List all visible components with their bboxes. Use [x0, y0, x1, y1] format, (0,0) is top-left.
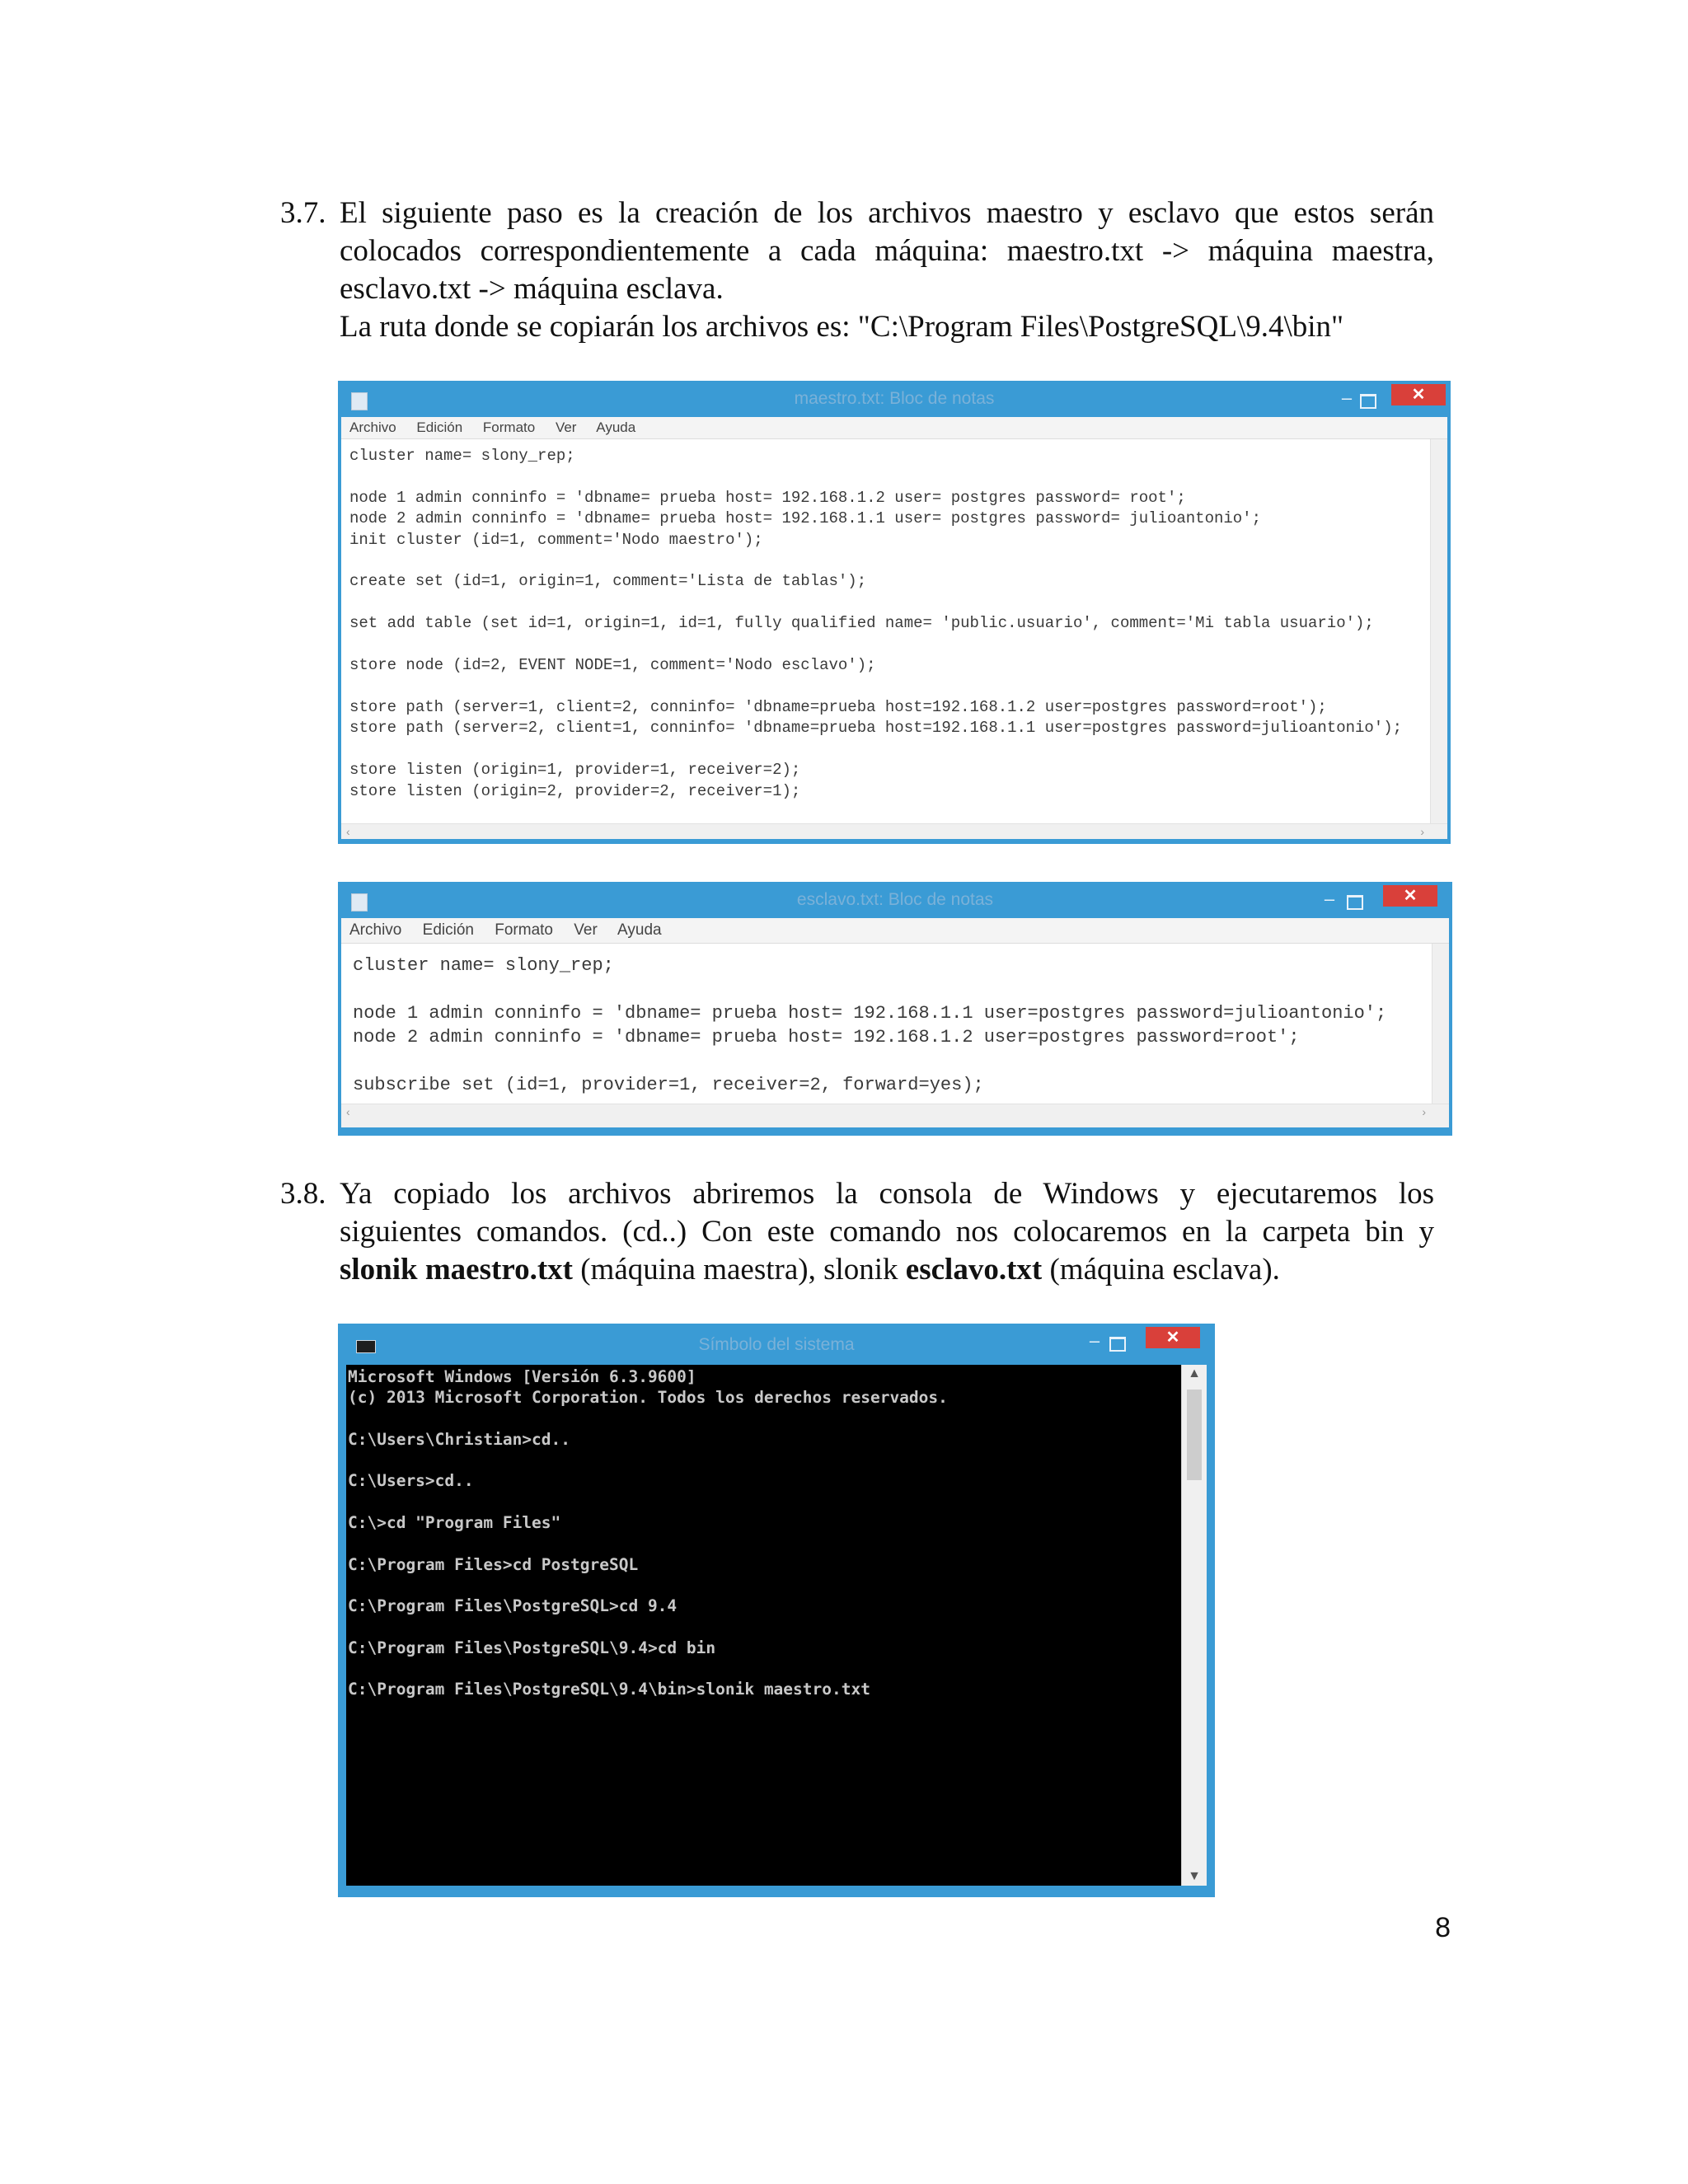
window-titlebar[interactable] — [346, 1327, 1207, 1365]
scroll-left-icon[interactable]: ‹ — [346, 825, 350, 838]
menu-ver[interactable]: Ver — [555, 419, 577, 435]
file-content: cluster name= slony_rep; node 1 admin conninfo = 'dbname= prueba host= 192.168.1.1 user=postgres password=julioantonio'; node 2 admin conninfo = 'dbname= prueba host= 192.168.1.2 user=postgres password=root'; subscribe set (id=1, provider=1, receiver=2, forward=yes); — [353, 955, 1387, 1095]
menu-ver[interactable]: Ver — [574, 921, 598, 939]
scroll-right-icon[interactable]: › — [1422, 1105, 1426, 1118]
paragraph-line: colocados correspondientemente a cada máquina: maestro.txt -> máquina maestra, — [340, 234, 1434, 268]
maximize-icon[interactable] — [1360, 394, 1376, 409]
section-number: 3.7. — [280, 196, 326, 230]
minimize-icon[interactable]: – — [1324, 888, 1335, 909]
maximize-icon[interactable] — [1347, 895, 1363, 910]
close-icon[interactable]: ✕ — [1391, 384, 1446, 405]
paragraph-line — [340, 1251, 1434, 1289]
scroll-down-icon[interactable]: ▼ — [1188, 1869, 1201, 1883]
paragraph-text: (máquina maestra), slonik — [572, 1253, 906, 1286]
paragraph-line: esclavo.txt -> máquina esclava. — [340, 272, 724, 306]
scroll-left-icon[interactable]: ‹ — [346, 1105, 350, 1118]
maximize-icon[interactable] — [1109, 1337, 1126, 1352]
vertical-scrollbar[interactable] — [1181, 1365, 1207, 1886]
menu-edicion[interactable]: Edición — [416, 419, 463, 435]
paragraph-line: El siguiente paso es la creación de los archivos maestro y esclavo que estos serán — [340, 196, 1434, 230]
bold-command: slonik maestro.txt — [340, 1253, 573, 1286]
paragraph-text: (máquina esclava). — [1042, 1253, 1280, 1286]
paragraph-line: La ruta donde se copiarán los archivos es: "C:\Program Files\PostgreSQL\9.4\bin" — [340, 310, 1344, 344]
file-content: cluster name= slony_rep; node 1 admin conninfo = 'dbname= prueba host= 192.168.1.2 user= postgres password= root'; node 2 admin conninfo = 'dbname= prueba host= 192.168.1.1 user= postgres password= julioantonio'; init cluster (id=1, comment='Nodo maestro'); create set (id=1, origin=1, comment='Lista de tablas'); set add table (set id=1, origin=1, id=1, fully qualified name= 'public.usuario', comment='Mi tabla usuario'); store node (id=2, EVENT NODE=1, comment='Nodo esclavo'); store path (server=1, client=2, conninfo= 'dbname=prueba host=192.168.1.2 user=postgres password=root'); store path (server=2, client=1, conninfo= 'dbname=prueba host=192.168.1.1 user=postgres password=julioantonio'); store listen (origin=1, provider=1, receiver=2); store listen (origin=2, provider=2, receiver=1); — [349, 447, 1403, 800]
console-output-area[interactable] — [346, 1365, 1207, 1886]
notepad-window-maestro — [338, 381, 1451, 844]
minimize-icon[interactable]: – — [1341, 387, 1353, 408]
console-text: Microsoft Windows [Versión 6.3.9600] (c) 2013 Microsoft Corporation. Todos los derechos reservados. C:\Users\Christian>cd.. C:\Users>cd.. C:\>cd "Program Files" C:\Program Files>cd PostgreSQL C:\Program Files\PostgreSQL>cd 9.4 C:\Program Files\PostgreSQL\9.4>cd bin C:\Program Files\PostgreSQL\9.4\bin>slonik maestro.txt — [348, 1367, 948, 1699]
page-number: 8 — [1435, 1912, 1451, 1943]
notepad-window-esclavo — [338, 882, 1452, 1136]
menu-archivo[interactable]: Archivo — [349, 921, 402, 939]
paragraph-line: siguientes comandos. (cd..) Con este comando nos colocaremos en la carpeta bin y — [340, 1215, 1434, 1249]
vertical-scrollbar[interactable] — [1430, 439, 1447, 823]
menu-formato[interactable]: Formato — [482, 419, 536, 435]
section-3-7 — [280, 194, 1434, 346]
menu-edicion[interactable]: Edición — [422, 921, 474, 939]
menu-bar — [341, 918, 1449, 944]
menu-bar — [341, 417, 1447, 439]
window-title: Símbolo del sistema — [698, 1335, 855, 1354]
window-title: maestro.txt: Bloc de notas — [794, 389, 995, 408]
bold-command: esclavo.txt — [905, 1253, 1043, 1286]
minimize-icon[interactable]: – — [1089, 1330, 1100, 1351]
horizontal-scrollbar[interactable] — [341, 1104, 1449, 1127]
window-titlebar[interactable] — [341, 885, 1449, 918]
scroll-up-icon[interactable]: ▲ — [1188, 1366, 1201, 1380]
section-3-8 — [280, 1175, 1434, 1289]
scroll-right-icon[interactable]: › — [1420, 825, 1424, 838]
menu-ayuda[interactable]: Ayuda — [596, 419, 636, 435]
text-editor-area[interactable] — [341, 944, 1449, 1104]
horizontal-scrollbar[interactable] — [341, 823, 1447, 839]
menu-archivo[interactable]: Archivo — [349, 419, 396, 435]
window-titlebar[interactable] — [341, 384, 1447, 417]
window-title: esclavo.txt: Bloc de notas — [796, 890, 994, 909]
console-window — [338, 1324, 1215, 1897]
vertical-scrollbar[interactable] — [1432, 944, 1449, 1104]
close-icon[interactable]: ✕ — [1383, 885, 1437, 907]
menu-ayuda[interactable]: Ayuda — [617, 921, 662, 939]
text-editor-area[interactable] — [341, 439, 1447, 823]
section-number: 3.8. — [280, 1177, 326, 1211]
paragraph-line: Ya copiado los archivos abriremos la consola de Windows y ejecutaremos los — [340, 1177, 1434, 1211]
menu-formato[interactable]: Formato — [495, 921, 553, 939]
scroll-thumb[interactable] — [1187, 1390, 1202, 1480]
close-icon[interactable]: ✕ — [1146, 1327, 1200, 1348]
